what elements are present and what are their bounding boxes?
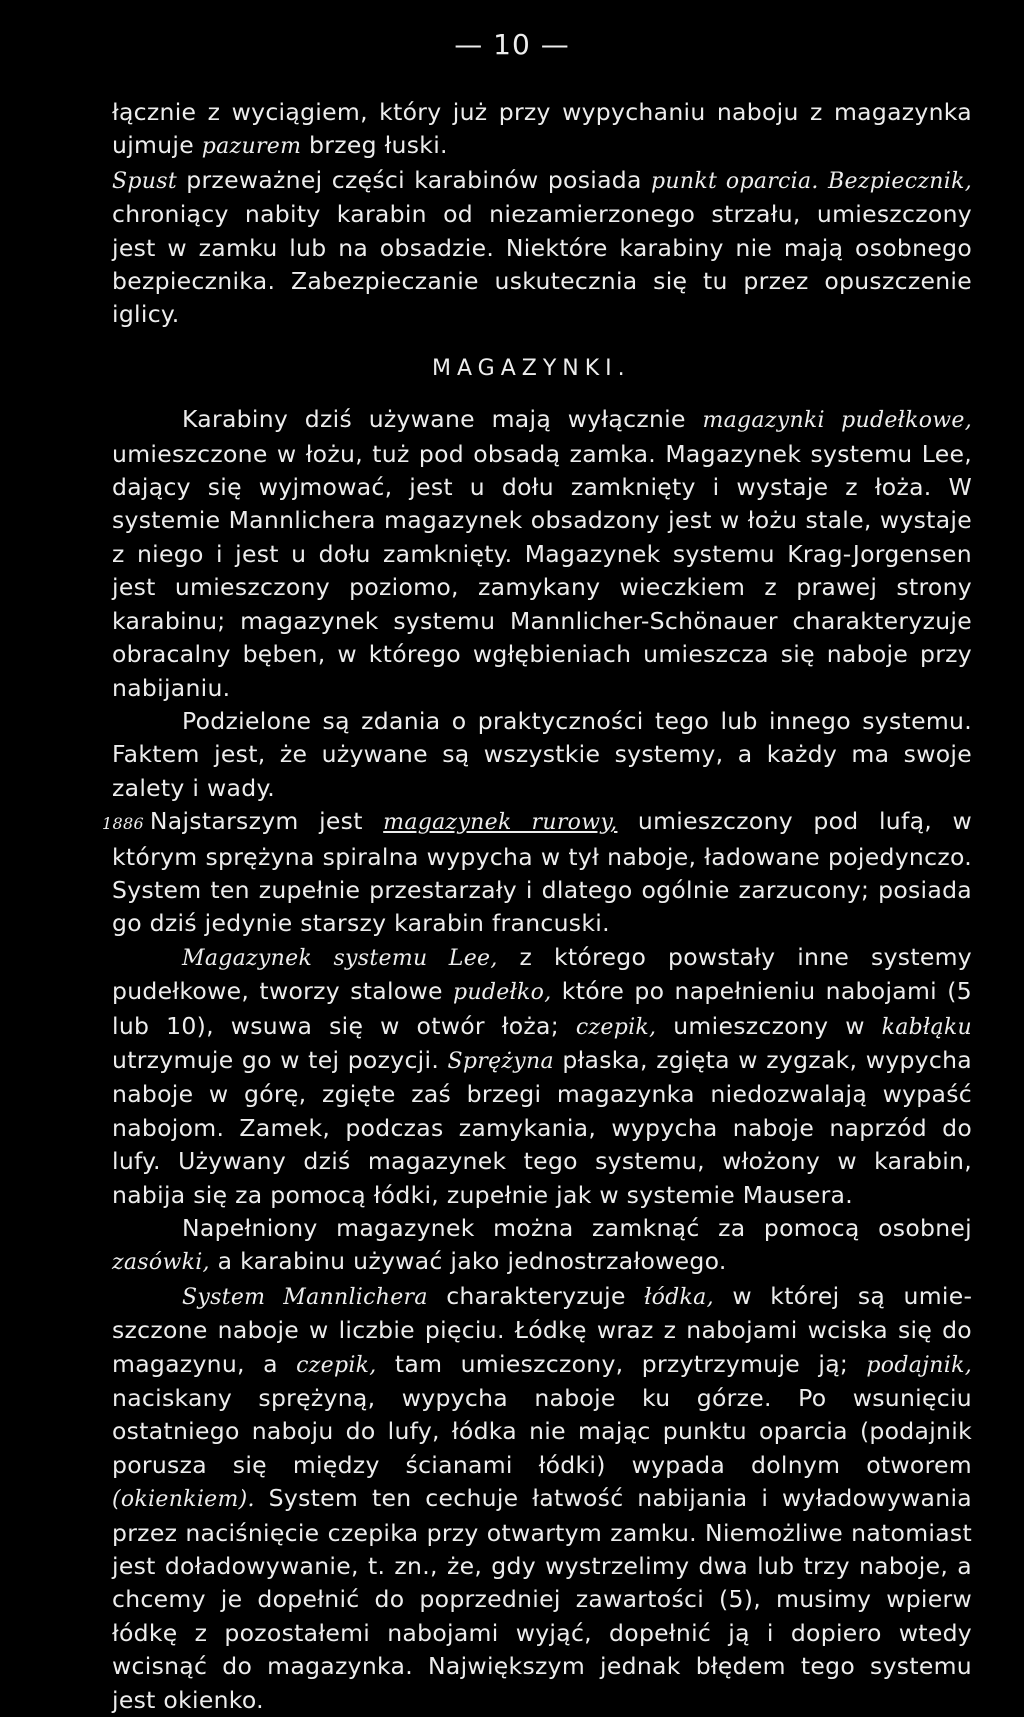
italic-term: kabłąku bbox=[881, 1014, 972, 1040]
text-run: a karabinu używać jako jednostrzałowego. bbox=[209, 1247, 727, 1276]
text-run: Najstarszym jest bbox=[149, 807, 384, 836]
text-run: umieszczone w łożu, tuż pod obsadą zamka. Magazynek systemu Lee, dający się wyjmować, jest u dołu zamknięty i wystaje z łoża. W systemie Mannlichera magazynek obsadzony jest w łożu stale, wystaje z niego i jest u dołu zamknięty. Magazynek systemu Krag-Jorgensen jest umieszczony poziomo, zamykany wieczkiem z prawej strony karabinu; magazynek systemu Mannlicher-Schönauer charakteryzuje obracalny bęben, w którego wgłębieniach umieszcza się naboje przy nabijaniu. bbox=[112, 439, 972, 702]
text-run: Podzielone są zdania o praktyczności tego lub innego systemu. Faktem jest, że używane są wszystkie systemy, a każdy ma swoje zalety i wady. bbox=[112, 706, 972, 802]
italic-term: pudełko, bbox=[453, 980, 552, 1006]
italic-term: punkt oparcia. bbox=[651, 168, 819, 194]
section-heading: MAGAZYNKI. bbox=[432, 355, 631, 381]
body-text bbox=[102, 96, 973, 1717]
text-run: płaska, zgięta w zygzak, wypycha naboje w górę, zgięte zaś brzegi magazynka niedozwalają wypaść nabojom. Zamek, podczas zamykania, wypycha naboje naprzód do lufy. Używany dziś magazynek tego systemu, włożony w karabin, nabija się za pomocą łódki, zupełnie jak w systemie Mausera. bbox=[112, 1045, 972, 1209]
italic-term: Bezpiecznik, bbox=[828, 168, 972, 194]
page-number: — 10 — bbox=[454, 28, 570, 61]
paragraph-p3 bbox=[112, 403, 972, 705]
italic-term: podajnik, bbox=[866, 1352, 972, 1378]
text-run: charakteryzuje bbox=[427, 1281, 645, 1310]
text-run: System ten cechuje łatwość nabijania i wyładowywania przez naciśnięcie czepika przy otwartym zamku. Niemożliwe natomiast jest doładowywanie, t. zn., że, gdy wystrzelimy dwa lub trzy naboje, a chcemy je dopełnić do poprzedniej zawartości (5), musimy wpierw łódkę z pozostałemi nabojami wyjąć, dopełnić ją i dopiero wtedy wcisnąć do magazynka. Największym jednak błędem tego systemu jest okienko. bbox=[112, 1484, 972, 1714]
italic-term: System Mannlichera bbox=[182, 1284, 428, 1310]
italic-term: magazynki pudełkowe, bbox=[702, 408, 973, 434]
text-run: w której są umieszczone naboje w liczbie pięciu. Łódkę wraz z nabojami wciska się do magazynu, a bbox=[112, 1281, 972, 1378]
paragraph-p5 bbox=[102, 805, 972, 941]
text-run: umieszczony w bbox=[656, 1011, 882, 1040]
text-run: utrzymuje go w tej pozycji. bbox=[112, 1045, 448, 1074]
italic-term: czepik, bbox=[575, 1014, 657, 1040]
italic-term: zasówki, bbox=[112, 1250, 210, 1276]
italic-term: łódka, bbox=[644, 1284, 714, 1310]
text-run: tam umieszczony, przytrzymuje ją; bbox=[376, 1349, 867, 1378]
text-run: Napełniony magazynek można zamknąć za pomocą osobnej bbox=[182, 1214, 972, 1242]
italic-term: magazynek rurowy, bbox=[383, 810, 618, 836]
text-run: Karabiny dziś używane mają wyłącznie bbox=[182, 405, 703, 434]
text-run: umieszczony pod lufą, w którym sprężyna spiralna wypycha w tył naboje, ładowane pojedynczo. System ten zupełnie przestarzały i dlatego ogólnie zarzucony; posiada go dziś jedynie starszy karabin francuski. bbox=[112, 807, 972, 938]
text-run: chroniący nabity karabin od niezamierzonego strzału, umieszczony jest w zamku lub na obsadzie. Niektóre karabiny nie mają osobnego bezpiecznika. Zabezpieczanie uskutecznia się tu przez opuszczenie iglicy. bbox=[112, 200, 972, 329]
text-run: przeważnej części karabinów posiada bbox=[176, 165, 651, 194]
italic-term: Spust bbox=[112, 168, 177, 194]
margin-note: 1886 bbox=[102, 814, 144, 834]
italic-term: pazurem bbox=[201, 134, 302, 160]
paragraph-p1 bbox=[112, 96, 972, 164]
text-run: które po napełnieniu nabojami (5 lub 10), wsuwa się w otwór łoża; bbox=[112, 977, 972, 1040]
intro-section bbox=[112, 96, 972, 332]
paragraph-p2 bbox=[112, 164, 972, 332]
italic-term: Magazynek systemu Lee, bbox=[182, 945, 498, 971]
paragraph-p4 bbox=[112, 705, 972, 805]
paragraph-p7 bbox=[112, 1212, 972, 1280]
italic-term: (okienkiem). bbox=[112, 1487, 255, 1513]
text-run bbox=[819, 166, 828, 194]
text-run: naciskany sprężyną, wypycha naboje ku górze. Po wsunięciu ostatniego naboju do lufy, łódka nie mając punktu oparcia (podajnik porusza się między ścianami łódki) wypada dolnym otworem bbox=[112, 1384, 972, 1479]
magazines-section bbox=[102, 403, 973, 1717]
paragraph-p6 bbox=[112, 941, 972, 1212]
text-run: łącznie z wyciągiem, który już przy wypychaniu naboju z magazynka ujmuje bbox=[112, 98, 972, 160]
italic-term: Sprężyna bbox=[447, 1048, 554, 1074]
text-run: brzeg łuski. bbox=[301, 131, 448, 160]
paragraph-p8 bbox=[112, 1280, 972, 1717]
text-run: z którego powstały inne systemy pudełkowe, tworzy stalowe bbox=[112, 942, 972, 1006]
italic-term: czepik, bbox=[296, 1352, 377, 1378]
